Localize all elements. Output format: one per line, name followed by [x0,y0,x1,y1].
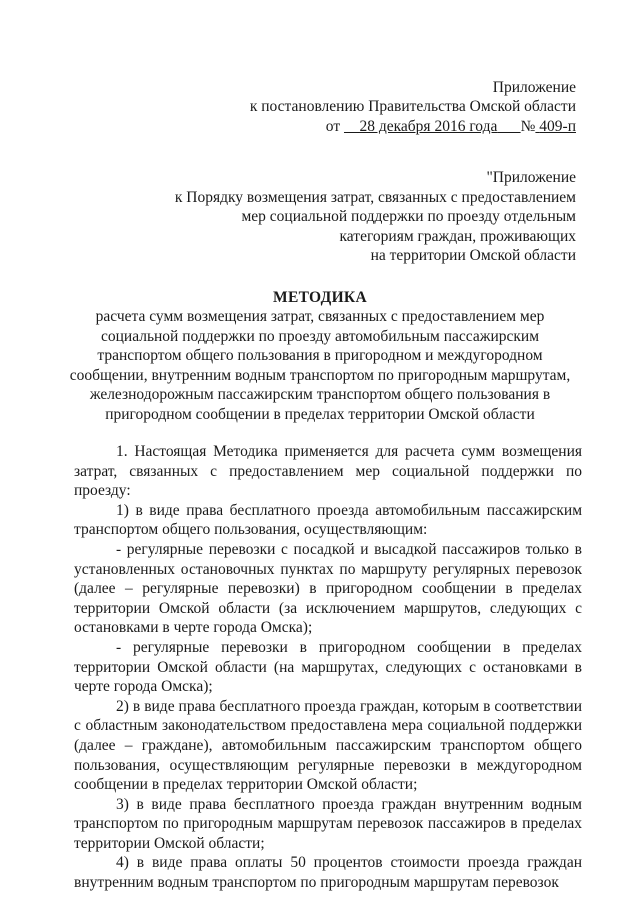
header-appendix-label: Приложение [492,79,576,96]
subtitle-line: сообщении, внутренним водным транспортом по пригородным маршрутам, [69,366,571,384]
header-num-label: № [520,118,536,135]
subtitle-line: расчета сумм возмещения затрат, связанных с предоставлением мер [95,308,545,325]
body-paragraph: - регулярные перевозки в пригородном сообщении в пределах территории Омской области (на маршрутах, следующих с остановками в черте города Омска); [74,638,582,696]
body-paragraph: 4) в виде права оплаты 50 процентов стоимости проезда граждан внутренним водным транспортом по пригородным маршрутам перевозок [74,854,582,892]
appendix-line: к Порядку возмещения затрат, связанных с предоставлением [174,188,576,206]
body-paragraph: 1) в виде права бесплатного проезда автомобильным пассажирским транспортом общего пользования, осуществляющим: [74,501,582,539]
header-date-value: 28 декабря 2016 года [359,118,498,135]
body-paragraph: - регулярные перевозки с посадкой и высадкой пассажиров только в установленных остановочных пунктах по маршруту регулярных перевозок (далее – регулярные перевозки) в пригородном сообщении в пределах территории Омской области (за исключением маршрутов, следующих с остановками в черте города Омска); [74,540,582,637]
subtitle-line: железнодорожным пассажирским транспортом общего пользования в [89,386,551,403]
appendix-line: на территории Омской области [370,247,576,264]
subtitle-line: пригородном сообщении в пределах территории Омской области [105,405,535,423]
header-date [344,118,521,135]
header-resolution-ref: к постановлению Правительства Омской области [249,98,576,115]
header-number [535,118,576,135]
header-date-number [326,117,576,136]
appendix-line: "Приложение [486,169,576,186]
header-number-value: 409-п [539,118,576,135]
subtitle-line: социальной поддержки по проезду автомобильным пассажирским [100,327,540,345]
document-body [74,442,582,893]
appendix-line: мер социальной поддержки по проезду отдельным [241,208,576,225]
subtitle-line: транспортом общего пользования в пригородном и междугородном [97,347,543,364]
body-paragraph: 1. Настоящая Методика применяется для расчета сумм возмещения затрат, связанных с предоставлением мер социальной поддержки по проезду: [74,443,582,500]
document-title: МЕТОДИКА [273,289,367,306]
body-paragraph: 2) в виде права бесплатного проезда граждан, которым в соответствии с областным законодательством предоставлена мера социальной поддержки (далее – граждане), автомобильным пассажирским транспортом общего пользования, осуществляющим регулярные перевозки в междугородном сообщении в пределах территории Омской области; [74,697,582,794]
appendix-block [175,168,576,266]
body-paragraph: 3) в виде права бесплатного проезда граждан внутренним водным транспортом по пригородным маршрутам перевозок пассажиров в пределах территории Омской области; [74,795,582,852]
header-ot: от [325,118,341,135]
appendix-line: категориям граждан, проживающих [339,227,576,245]
